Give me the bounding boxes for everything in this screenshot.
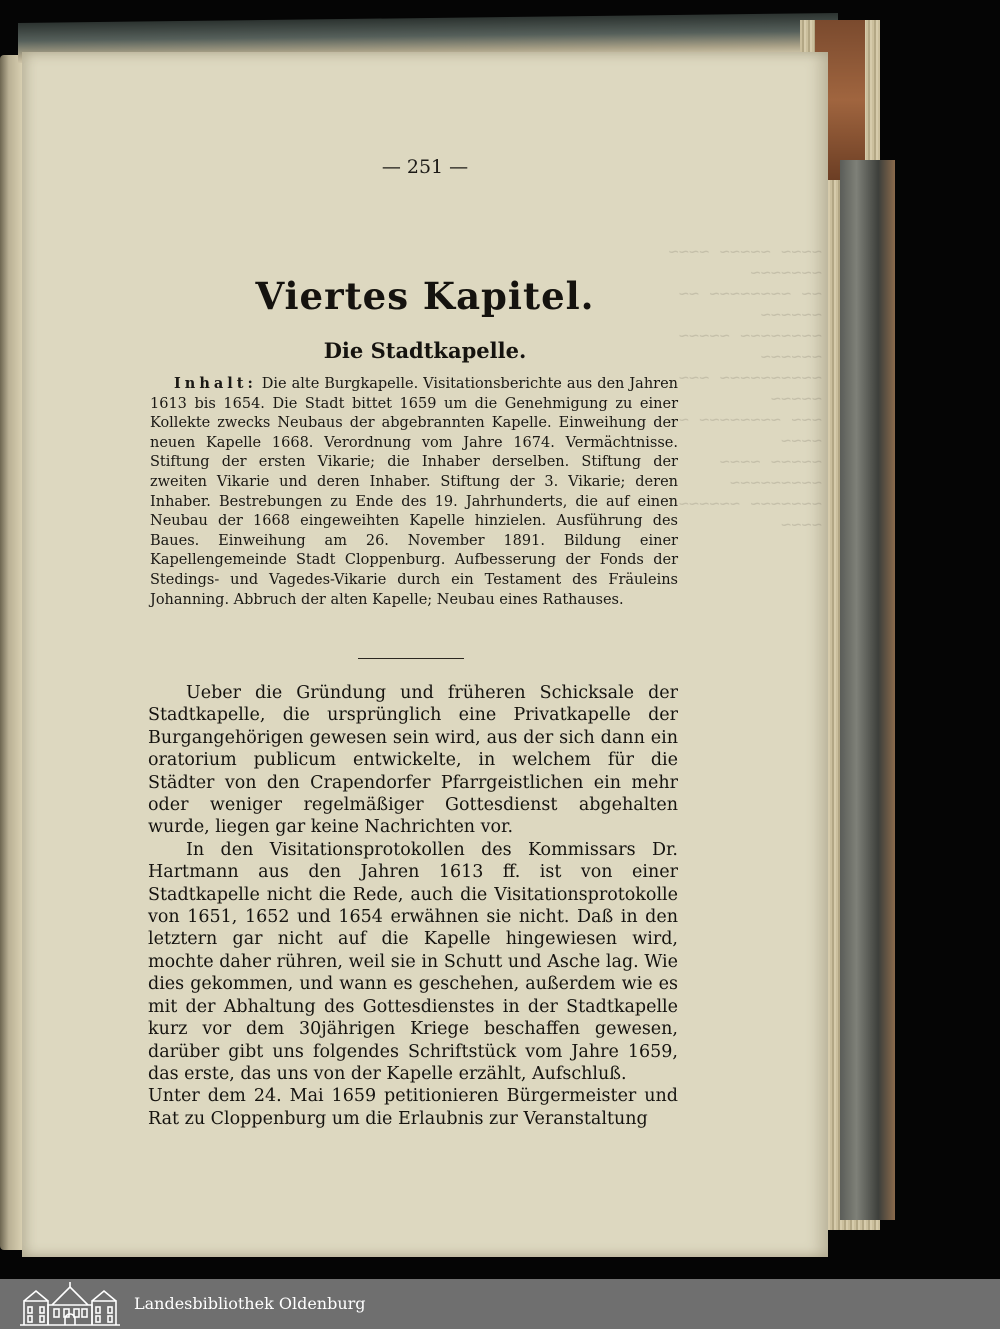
show-through-text: ~~~~ ~~~~~ ~~~~ ~~~~~~~ ~~ ~~~~~~~~ ~~ ~~~~~~ ~~~~~~~~ ~~~~~ ~~~~~~ ~~~~~~~~~~ ~~~ ~~~~~ ~~~ ~~~~~~~~ ~~ ~~~~ ~~~~~ ~~~~ ~~~~~~~~~ ~~~~~~~ ~~~~~~ ~~~~ [668,242,822,535]
page-number: — 251 — [381,156,469,178]
book-page [22,52,828,1257]
section-divider [358,658,464,659]
paragraph: Unter dem 24. Mai 1659 petitionieren Bürgermeister und Rat zu Cloppenburg um die Erlaubnis zur Veranstaltung [148,1086,678,1129]
summary-label: Inhalt: [174,375,257,392]
library-name: Landesbibliothek Oldenburg [134,1294,366,1313]
book-cover-right-edge [840,160,895,1220]
left-page-edge [0,55,22,1250]
body-text [148,682,678,1130]
footer-bar [0,1279,1000,1329]
paragraph: In den Visitationsprotokollen des Kommissars Dr. Hartmann aus den Jahren 1613 ff. ist von einer Stadtkapelle nicht die Rede, auch die Visitationsprotokolle von 1651, 1652 und 1654 erwähnen sie nicht. Daß in den letztern gar nicht auf die Kapelle hingewiesen wird, mochte daher rühren, weil sie in Schutt und Asche lag. Wie dies gekommen, und wann es geschehen, außerdem wie es mit der Abhaltung des Gottesdienstes in der Stadtkapelle kurz vor dem 30jährigen Kriege beschaffen gewesen, darüber gibt uns folgendes Schriftstück vom Jahre 1659, das erste, das uns von der Kapelle erzählt, Aufschluß. [148,839,678,1084]
chapter-title: Viertes Kapitel. [255,274,595,318]
chapter-subtitle: Die Stadtkapelle. [323,338,527,363]
chapter-summary [150,374,678,610]
library-building-logo [18,1281,122,1327]
paragraph: Ueber die Gründung und früheren Schicksale der Stadtkapelle, die ursprünglich eine Privatkapelle der Burgangehörigen gewesen sein wird, aus der sich dann ein oratorium publicum entwickelte, in welchem für die Städter von den Crapendorfer Pfarrgeistlichen ein mehr oder weniger regelmäßiger Gottesdienst abgehalten wurde, liegen gar keine Nachrichten vor. [148,683,678,838]
summary-text: Die alte Burgkapelle. Visitationsberichte aus den Jahren 1613 bis 1654. Die Stadt bittet 1659 um die Genehmigung zu einer Kollekte zwecks Neubaus der abgebrannten Kapelle. Einweihung der neuen Kapelle 1668. Verordnung vom Jahre 1674. Vermächtnisse. Stiftung der ersten Vikarie; die Inhaber derselben. Stiftung der zweiten Vikarie und deren Inhaber. Stiftung der 3. Vikarie; deren Inhaber. Bestrebungen zu Ende des 19. Jahrhunderts, die auf einen Neubau der 1668 eingeweihten Kapelle hinzielen. Ausführung des Baues. Einweihung am 26. November 1891. Bildung einer Kapellengemeinde Stadt Cloppenburg. Aufbesserung der Fonds der Stedings- und Vagedes-Vikarie durch ein Testament des Fräuleins Johanning. Abbruch der alten Kapelle; Neubau eines Rathauses. [150,376,679,608]
